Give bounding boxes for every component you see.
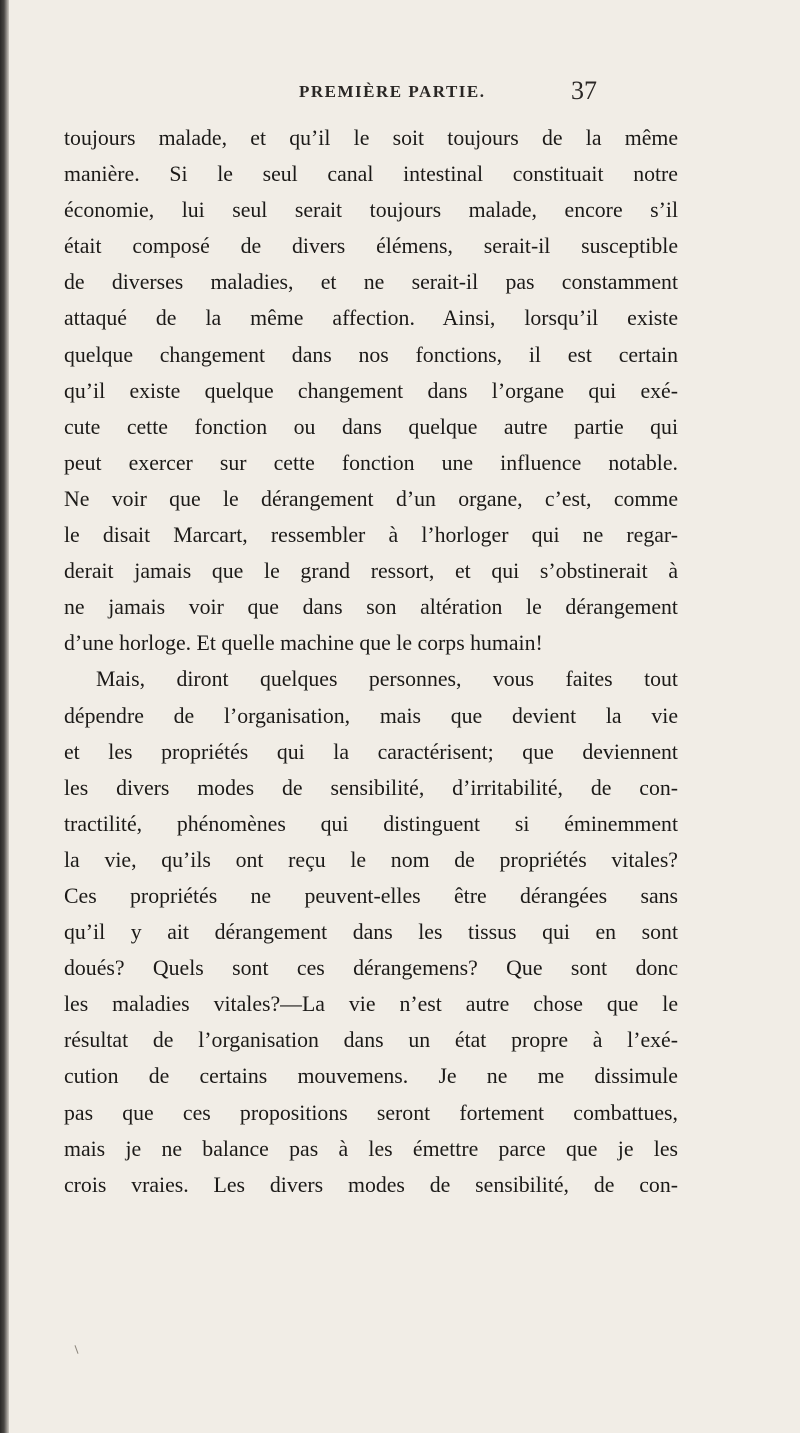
text-line: peut exercer sur cette fonction une influence notable. — [64, 450, 678, 475]
text-line: cute cette fonction ou dans quelque autre partie qui — [64, 414, 678, 439]
text-line: qu’il existe quelque changement dans l’organe qui exé- — [64, 378, 678, 403]
text-line: d’une horloge. Et quelle machine que le corps humain! — [64, 631, 543, 656]
page-number: 37 — [571, 76, 597, 105]
running-head-title: PREMIÈRE PARTIE. — [299, 82, 486, 101]
text-line: résultat de l’organisation dans un état propre à l’exé- — [64, 1028, 678, 1053]
text-line: de diverses maladies, et ne serait-il pas constamment — [64, 270, 678, 295]
text-line: les divers modes de sensibilité, d’irritabilité, de con- — [64, 775, 678, 800]
text-line: pas que ces propositions seront fortement combattues, — [64, 1100, 678, 1125]
text-line: ne jamais voir que dans son altération le dérangement — [64, 595, 678, 620]
page-edge-shadow — [0, 0, 9, 1433]
text-line: derait jamais que le grand ressort, et qui s’obstinerait à — [64, 559, 678, 584]
text-line: attaqué de la même affection. Ainsi, lorsqu’il existe — [64, 306, 678, 331]
text-line: doués? Quels sont ces dérangemens? Que sont donc — [64, 956, 678, 981]
text-line: dépendre de l’organisation, mais que devient la vie — [64, 703, 678, 728]
text-line: tractilité, phénomènes qui distinguent si éminemment — [64, 811, 678, 836]
ink-mark — [74, 1345, 78, 1354]
text-line: la vie, qu’ils ont reçu le nom de propriétés vitales? — [64, 847, 678, 872]
text-line: crois vraies. Les divers modes de sensibilité, de con- — [64, 1172, 678, 1197]
text-line: le disait Marcart, ressembler à l’horloger qui ne regar- — [64, 523, 678, 548]
text-line: Mais, diront quelques personnes, vous faites tout — [96, 667, 678, 692]
text-line: manière. Si le seul canal intestinal constituait notre — [64, 162, 678, 187]
text-line: les maladies vitales?—La vie n’est autre chose que le — [64, 992, 678, 1017]
text-line: toujours malade, et qu’il le soit toujours de la même — [64, 126, 678, 150]
text-line: était composé de divers élémens, serait-il susceptible — [64, 234, 678, 259]
text-line: quelque changement dans nos fonctions, il est certain — [64, 342, 678, 367]
text-line: Ces propriétés ne peuvent-elles être dérangées sans — [64, 883, 678, 908]
text-line: mais je ne balance pas à les émettre parce que je les — [64, 1136, 678, 1161]
text-line: économie, lui seul serait toujours malade, encore s’il — [64, 198, 678, 223]
text-line: Ne voir que le dérangement d’un organe, c’est, comme — [64, 486, 678, 511]
text-line: et les propriétés qui la caractérisent; que deviennent — [64, 739, 678, 764]
text-line: cution de certains mouvemens. Je ne me dissimule — [64, 1064, 678, 1089]
body-text — [64, 120, 678, 1203]
text-line: qu’il y ait dérangement dans les tissus qui en sont — [64, 920, 678, 945]
running-head — [0, 76, 800, 106]
